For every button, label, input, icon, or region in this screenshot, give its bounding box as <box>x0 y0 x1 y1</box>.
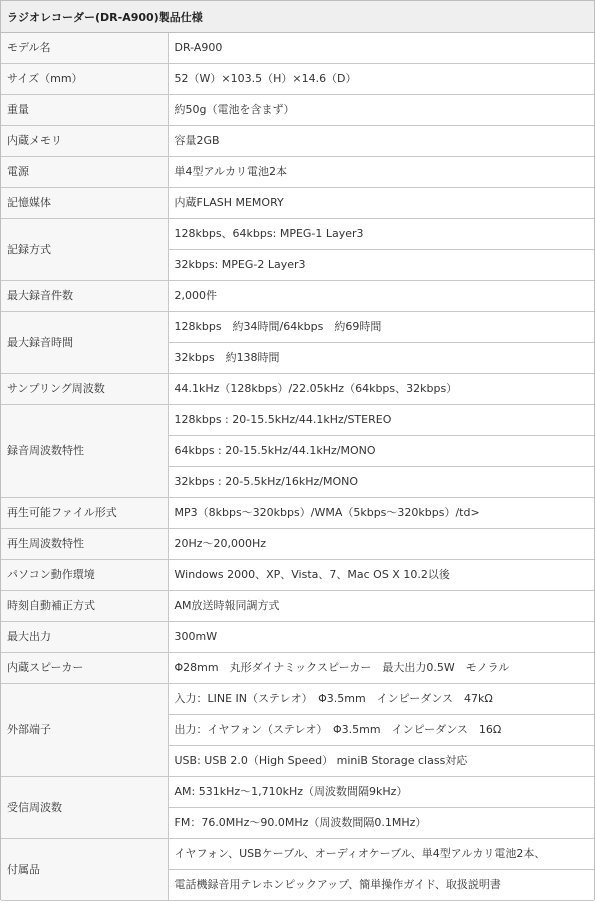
spec-value: Windows 2000、XP、Vista、7、Mac OS X 10.2以後 <box>168 560 594 591</box>
spec-row <box>1 219 594 250</box>
spec-value: 20Hz～20,000Hz <box>168 529 594 560</box>
spec-value: 300mW <box>168 622 594 653</box>
spec-row <box>1 560 594 591</box>
spec-value: 内蔵FLASH MEMORY <box>168 188 594 219</box>
spec-label: パソコン動作環境 <box>1 560 168 591</box>
spec-label: 最大録音件数 <box>1 281 168 312</box>
spec-row <box>1 405 594 436</box>
spec-label: サンプリング周波数 <box>1 374 168 405</box>
spec-row <box>1 33 594 64</box>
spec-value: 64kbps : 20-15.5kHz/44.1kHz/MONO <box>168 436 594 467</box>
spec-label: 記憶媒体 <box>1 188 168 219</box>
spec-value: 128kbps、64kbps: MPEG-1 Layer3 <box>168 219 594 250</box>
spec-label: モデル名 <box>1 33 168 64</box>
spec-value: 52（W）×103.5（H）×14.6（D） <box>168 64 594 95</box>
spec-label: 付属品 <box>1 839 168 901</box>
spec-value: 約50g（電池を含まず） <box>168 95 594 126</box>
spec-row <box>1 95 594 126</box>
spec-value: MP3（8kbps～320kbps）/WMA（5kbps～320kbps）/td> <box>168 498 594 529</box>
spec-row <box>1 188 594 219</box>
spec-row <box>1 622 594 653</box>
spec-value: 容量2GB <box>168 126 594 157</box>
spec-value: DR-A900 <box>168 33 594 64</box>
spec-value: 32kbps 約138時間 <box>168 343 594 374</box>
spec-value: AM: 531kHz～1,710kHz（周波数間隔9kHz） <box>168 777 594 808</box>
spec-value: 32kbps: MPEG-2 Layer3 <box>168 250 594 281</box>
spec-value: 44.1kHz（128kbps）/22.05kHz（64kbps、32kbps） <box>168 374 594 405</box>
spec-title: ラジオレコーダー(DR-A900)製品仕様 <box>1 1 594 33</box>
spec-label: サイズ（mm） <box>1 64 168 95</box>
spec-label: 受信周波数 <box>1 777 168 839</box>
spec-label: 時刻自動補正方式 <box>1 591 168 622</box>
spec-row <box>1 498 594 529</box>
spec-label: 内蔵スピーカー <box>1 653 168 684</box>
spec-value: Φ28mm 丸形ダイナミックスピーカー 最大出力0.5W モノラル <box>168 653 594 684</box>
spec-label: 重量 <box>1 95 168 126</box>
spec-row <box>1 839 594 870</box>
spec-label: 記録方式 <box>1 219 168 281</box>
spec-row <box>1 312 594 343</box>
spec-label: 録音周波数特性 <box>1 405 168 498</box>
spec-label: 再生可能ファイル形式 <box>1 498 168 529</box>
spec-row <box>1 374 594 405</box>
spec-row <box>1 126 594 157</box>
spec-table-body <box>1 33 594 901</box>
spec-row <box>1 653 594 684</box>
spec-row <box>1 157 594 188</box>
spec-label: 最大出力 <box>1 622 168 653</box>
spec-label: 最大録音時間 <box>1 312 168 374</box>
spec-value: 電話機録音用テレホンピックアップ、簡単操作ガイド、取扱説明書 <box>168 870 594 901</box>
spec-label: 外部端子 <box>1 684 168 777</box>
spec-label: 内蔵メモリ <box>1 126 168 157</box>
spec-value: 単4型アルカリ電池2本 <box>168 157 594 188</box>
spec-label: 電源 <box>1 157 168 188</box>
spec-row <box>1 777 594 808</box>
spec-value: イヤフォン、USBケーブル、オーディオケーブル、単4型アルカリ電池2本、 <box>168 839 594 870</box>
spec-table <box>1 33 594 901</box>
spec-value: FM：76.0MHz～90.0MHz（周波数間隔0.1MHz） <box>168 808 594 839</box>
spec-row <box>1 591 594 622</box>
spec-row <box>1 281 594 312</box>
spec-row <box>1 684 594 715</box>
spec-row <box>1 64 594 95</box>
spec-value: 入力：LINE IN（ステレオ） Φ3.5mm インピーダンス 47kΩ <box>168 684 594 715</box>
spec-label: 再生周波数特性 <box>1 529 168 560</box>
spec-row <box>1 529 594 560</box>
spec-value: 2,000件 <box>168 281 594 312</box>
spec-value: USB: USB 2.0（High Speed） miniB Storage class対応 <box>168 746 594 777</box>
spec-value: 32kbps : 20-5.5kHz/16kHz/MONO <box>168 467 594 498</box>
spec-value: 128kbps 約34時間/64kbps 約69時間 <box>168 312 594 343</box>
spec-value: 出力：イヤフォン（ステレオ） Φ3.5mm インピーダンス 16Ω <box>168 715 594 746</box>
spec-value: AM放送時報同調方式 <box>168 591 594 622</box>
spec-value: 128kbps : 20-15.5kHz/44.1kHz/STEREO <box>168 405 594 436</box>
